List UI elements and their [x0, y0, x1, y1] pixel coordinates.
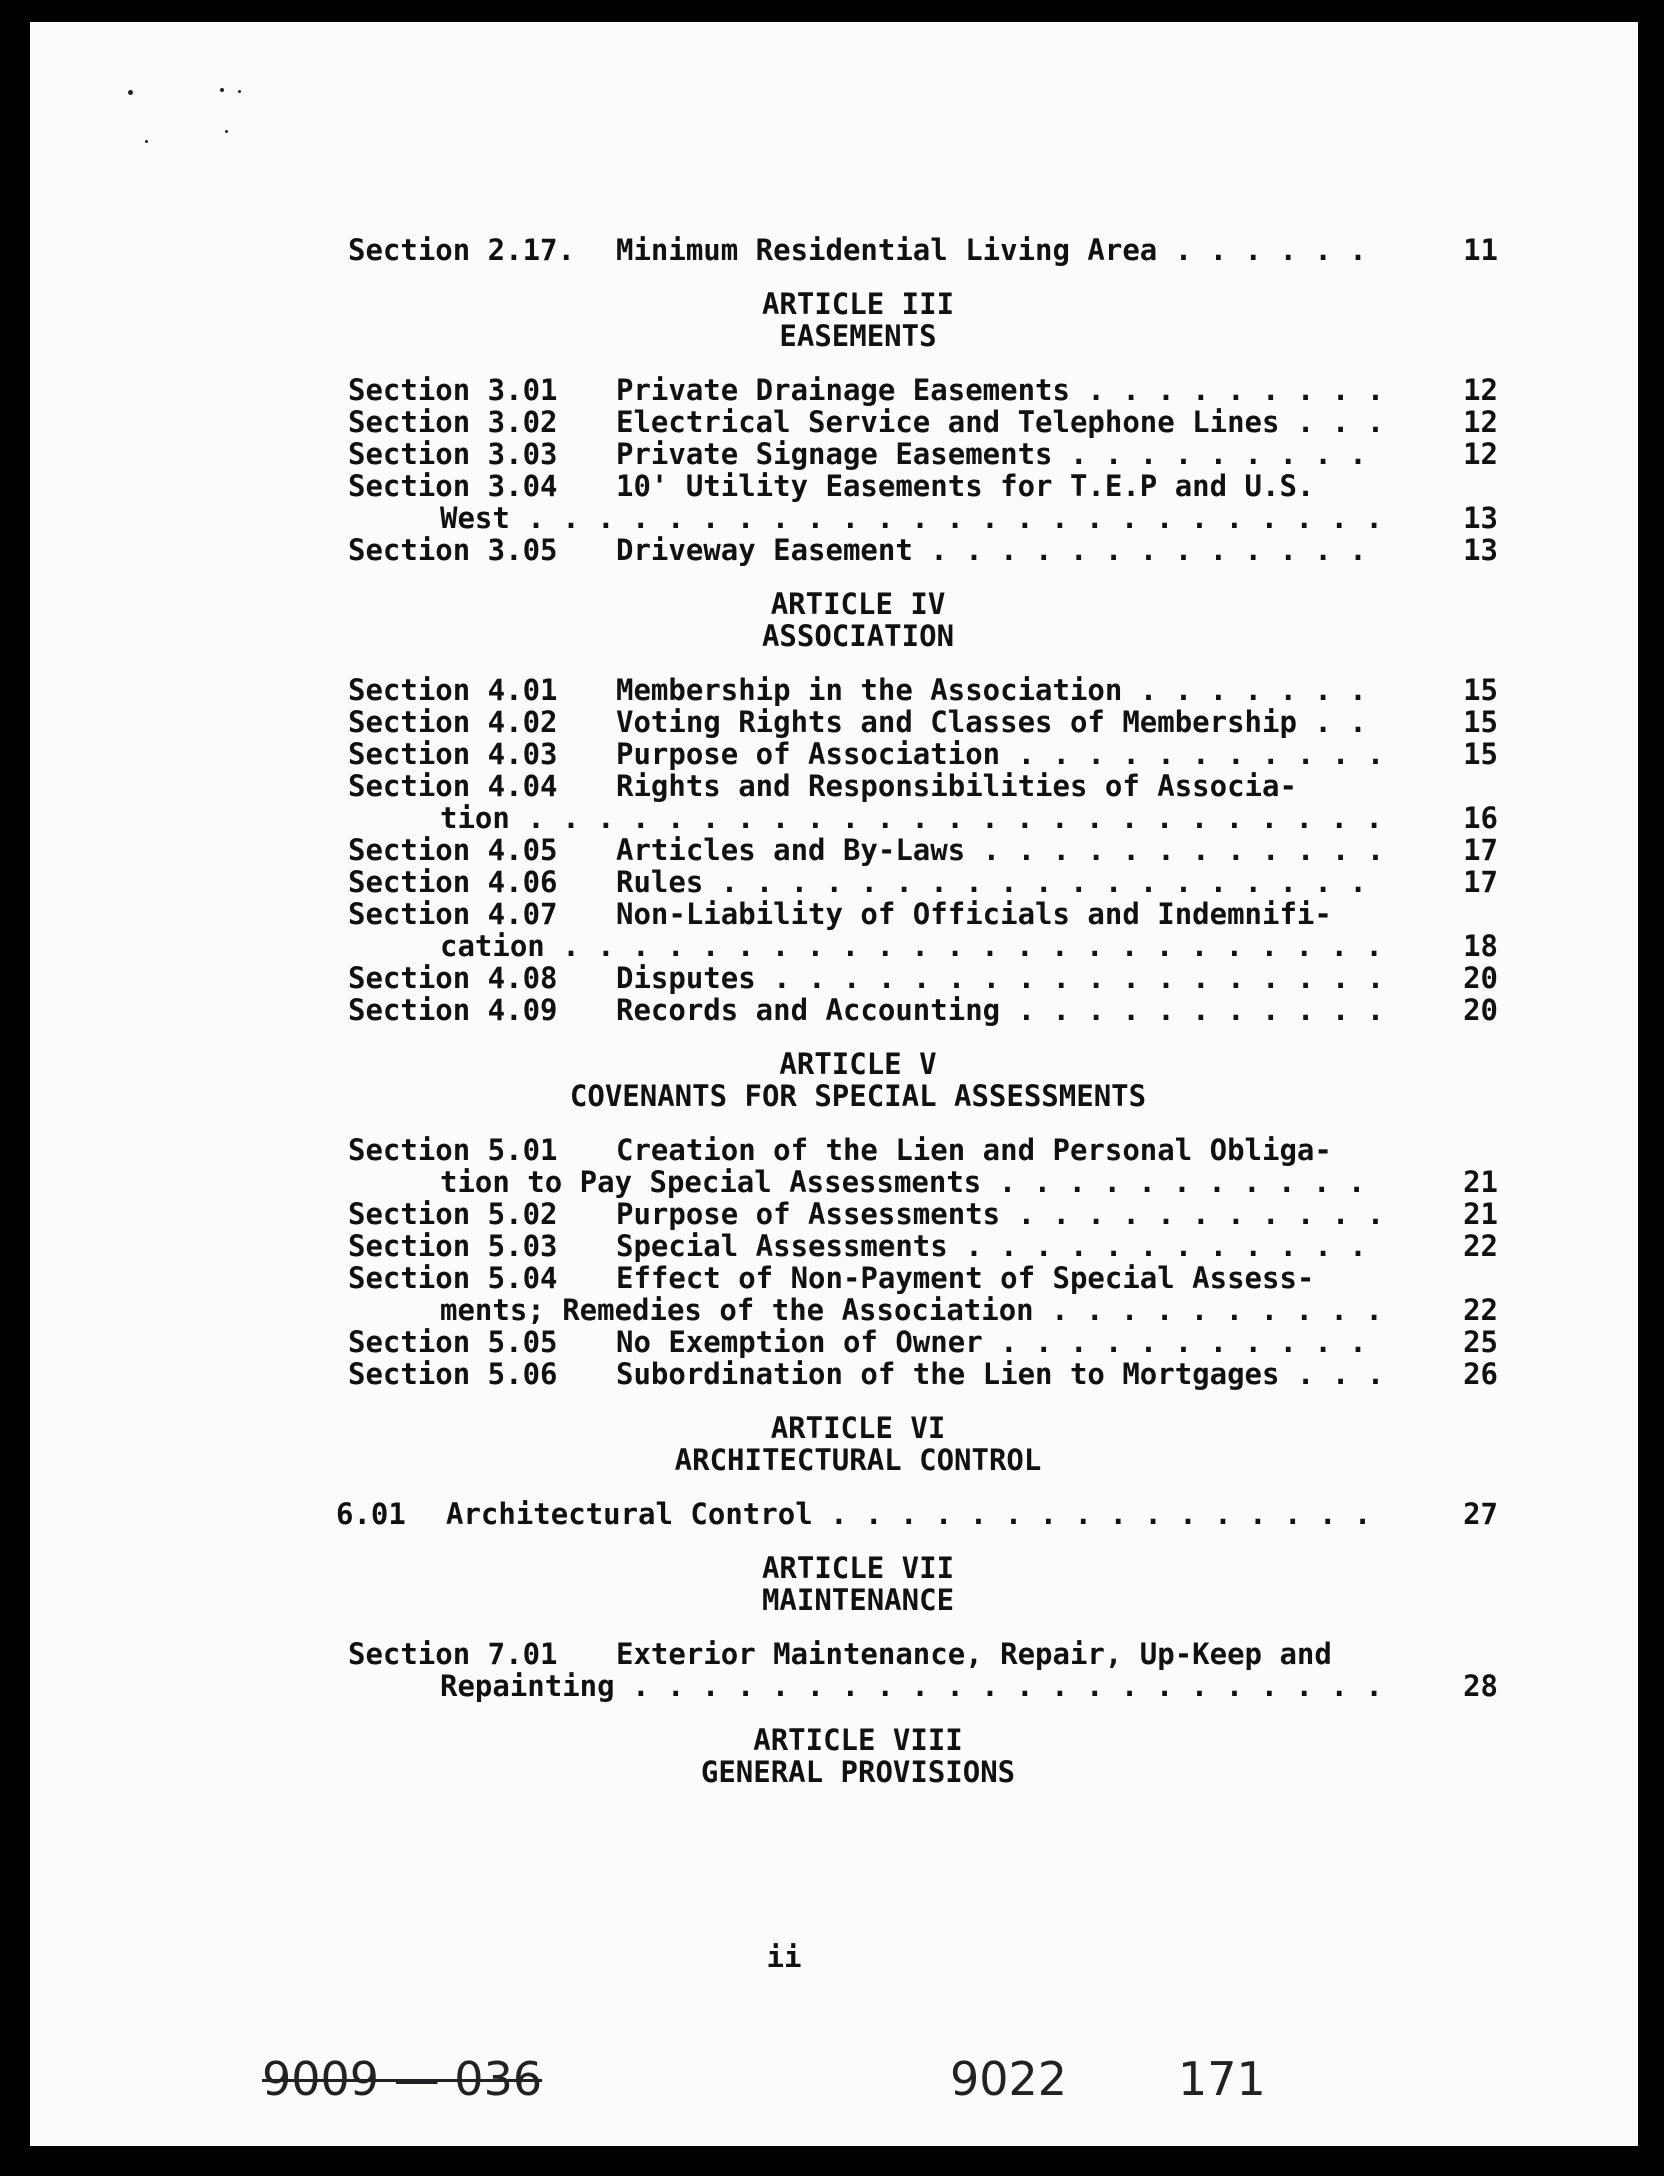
section-number: Section 5.06: [348, 1357, 558, 1391]
toc-entry: [348, 470, 1498, 502]
document-page: [30, 22, 1638, 2146]
section-title: Voting Rights and Classes of Membership . . .: [616, 706, 1388, 738]
article-title: ASSOCIATION: [761, 619, 955, 653]
section-number: Section 4.08: [348, 961, 558, 995]
page-number: 11: [1463, 233, 1498, 267]
section-number: Section 5.04: [348, 1261, 558, 1295]
section-number: Section 5.02: [348, 1197, 558, 1231]
scan-speck: [145, 140, 148, 143]
toc-entry: [348, 898, 1498, 930]
article-number: ARTICLE VII: [761, 1551, 955, 1585]
section-title: No Exemption of Owner . . .: [616, 1326, 1388, 1358]
section-number: Section 3.03: [348, 437, 558, 471]
section-number: Section 4.04: [348, 769, 558, 803]
toc-entry: [348, 374, 1498, 406]
article-heading: [348, 1048, 1498, 1112]
section-title: Records and Accounting . . .: [616, 994, 1388, 1026]
toc-entry: [348, 1198, 1498, 1230]
page-number: 13: [1463, 501, 1498, 535]
page-number: 21: [1463, 1197, 1498, 1231]
article-number: ARTICLE VIII: [753, 1723, 963, 1757]
section-number: Section 2.17.: [348, 233, 575, 267]
toc-entry: [348, 1134, 1498, 1166]
page-number: 15: [1463, 705, 1498, 739]
toc-entry: [336, 1498, 1498, 1530]
section-title: Architectural Control . . .: [446, 1498, 1388, 1530]
struck-code-text: 9009 — 036: [262, 2052, 543, 2106]
section-number: Section 4.05: [348, 833, 558, 867]
section-number: Section 3.04: [348, 469, 558, 503]
article-heading: [348, 1552, 1498, 1616]
toc-entry: [348, 994, 1498, 1026]
section-title: Disputes . . .: [616, 962, 1388, 994]
toc-entry-continuation: [348, 930, 1498, 962]
struck-handwritten-code: [262, 2052, 542, 2106]
scan-speck: [128, 90, 133, 95]
page-number: 18: [1463, 929, 1498, 963]
page-number: 12: [1463, 437, 1498, 471]
toc-entry-continuation: [348, 1670, 1498, 1702]
table-of-contents: [336, 233, 1498, 1810]
section-title: Subordination of the Lien to Mortgages . . .: [616, 1358, 1388, 1390]
section-number: Section 5.03: [348, 1229, 558, 1263]
section-title: Membership in the Association . . .: [616, 674, 1388, 706]
section-number: Section 5.01: [348, 1133, 558, 1167]
section-number: Section 4.02: [348, 705, 558, 739]
section-title: Private Signage Easements . . .: [616, 438, 1388, 470]
section-number: Section 3.05: [348, 533, 558, 567]
article-heading: [348, 288, 1498, 352]
article-title: GENERAL PROVISIONS: [700, 1755, 1016, 1789]
page-number: 20: [1463, 993, 1498, 1027]
section-number: Section 4.06: [348, 865, 558, 899]
scan-speck: [238, 90, 241, 93]
handwritten-code: 9022: [950, 2052, 1068, 2106]
toc-entry: [348, 1326, 1498, 1358]
toc-entry: [348, 674, 1498, 706]
section-title-continuation: tion . . .: [440, 802, 1388, 834]
toc-entry: [348, 738, 1498, 770]
article-number: ARTICLE V: [779, 1047, 937, 1081]
section-title: Minimum Residential Living Area . . .: [616, 234, 1388, 266]
section-number: Section 4.09: [348, 993, 558, 1027]
scan-speck: [220, 88, 224, 92]
toc-entry: [348, 438, 1498, 470]
page-number-footer: ii: [766, 1940, 802, 1974]
toc-entry: [348, 1262, 1498, 1294]
toc-entry: [348, 234, 1498, 266]
section-number: Section 4.07: [348, 897, 558, 931]
toc-entry-continuation: [348, 1294, 1498, 1326]
section-number: 6.01: [336, 1497, 406, 1531]
section-title: Electrical Service and Telephone Lines . . .: [616, 406, 1388, 438]
article-heading: [348, 588, 1498, 652]
article-title: MAINTENANCE: [761, 1583, 955, 1617]
page-number: 16: [1463, 801, 1498, 835]
section-title: Rights and Responsibilities of Associa-: [616, 770, 1297, 802]
page-number: 13: [1463, 533, 1498, 567]
toc-entry: [348, 534, 1498, 566]
page-number: 12: [1463, 373, 1498, 407]
page-number: 22: [1463, 1293, 1498, 1327]
page-number: 15: [1463, 673, 1498, 707]
toc-entry-continuation: [348, 1166, 1498, 1198]
section-title: Rules . . .: [616, 866, 1388, 898]
section-title-continuation: cation . . .: [440, 930, 1388, 962]
page-number: 28: [1463, 1669, 1498, 1703]
section-title: Articles and By-Laws . . .: [616, 834, 1388, 866]
toc-entry: [348, 962, 1498, 994]
handwritten-code: 171: [1178, 2052, 1266, 2106]
toc-entry: [348, 706, 1498, 738]
section-title: 10' Utility Easements for T.E.P and U.S.: [616, 470, 1315, 502]
section-number: Section 3.01: [348, 373, 558, 407]
page-number: 22: [1463, 1229, 1498, 1263]
section-number: Section 4.03: [348, 737, 558, 771]
section-title: Creation of the Lien and Personal Obliga-: [616, 1134, 1332, 1166]
page-number: 26: [1463, 1357, 1498, 1391]
toc-entry: [348, 1638, 1498, 1670]
section-title: Purpose of Assessments . . .: [616, 1198, 1388, 1230]
section-title: Private Drainage Easements . . .: [616, 374, 1388, 406]
page-number: 17: [1463, 865, 1498, 899]
toc-entry: [348, 406, 1498, 438]
toc-entry: [348, 1358, 1498, 1390]
section-title: Exterior Maintenance, Repair, Up-Keep and: [616, 1638, 1332, 1670]
section-title-continuation: West . . .: [440, 502, 1388, 534]
section-number: Section 5.05: [348, 1325, 558, 1359]
section-title: Purpose of Association . . .: [616, 738, 1388, 770]
section-title-continuation: tion to Pay Special Assessments . . .: [440, 1166, 1388, 1198]
toc-entry: [348, 834, 1498, 866]
section-title: Driveway Easement . . .: [616, 534, 1388, 566]
page-number: 15: [1463, 737, 1498, 771]
section-title: Effect of Non-Payment of Special Assess-: [616, 1262, 1315, 1294]
section-number: Section 7.01: [348, 1637, 558, 1671]
page-number: 20: [1463, 961, 1498, 995]
article-number: ARTICLE VI: [770, 1411, 946, 1445]
page-number: 17: [1463, 833, 1498, 867]
section-number: Section 3.02: [348, 405, 558, 439]
article-heading: [348, 1724, 1498, 1788]
page-number: 25: [1463, 1325, 1498, 1359]
article-heading: [348, 1412, 1498, 1476]
toc-entry: [348, 770, 1498, 802]
page-number: 21: [1463, 1165, 1498, 1199]
toc-entry: [348, 1230, 1498, 1262]
toc-entry-continuation: [348, 502, 1498, 534]
section-title: Special Assessments . . .: [616, 1230, 1388, 1262]
toc-entry-continuation: [348, 802, 1498, 834]
article-title: COVENANTS FOR SPECIAL ASSESSMENTS: [569, 1079, 1147, 1113]
article-number: ARTICLE III: [761, 287, 955, 321]
section-number: Section 4.01: [348, 673, 558, 707]
page-number: 27: [1463, 1497, 1498, 1531]
page-number: 12: [1463, 405, 1498, 439]
article-title: EASEMENTS: [779, 319, 937, 353]
article-number: ARTICLE IV: [770, 587, 946, 621]
scan-speck: [225, 130, 228, 133]
section-title-continuation: ments; Remedies of the Association . . .: [440, 1294, 1388, 1326]
section-title-continuation: Repainting . . .: [440, 1670, 1388, 1702]
article-title: ARCHITECTURAL CONTROL: [674, 1443, 1042, 1477]
toc-entry: [348, 866, 1498, 898]
section-title: Non-Liability of Officials and Indemnifi-: [616, 898, 1332, 930]
